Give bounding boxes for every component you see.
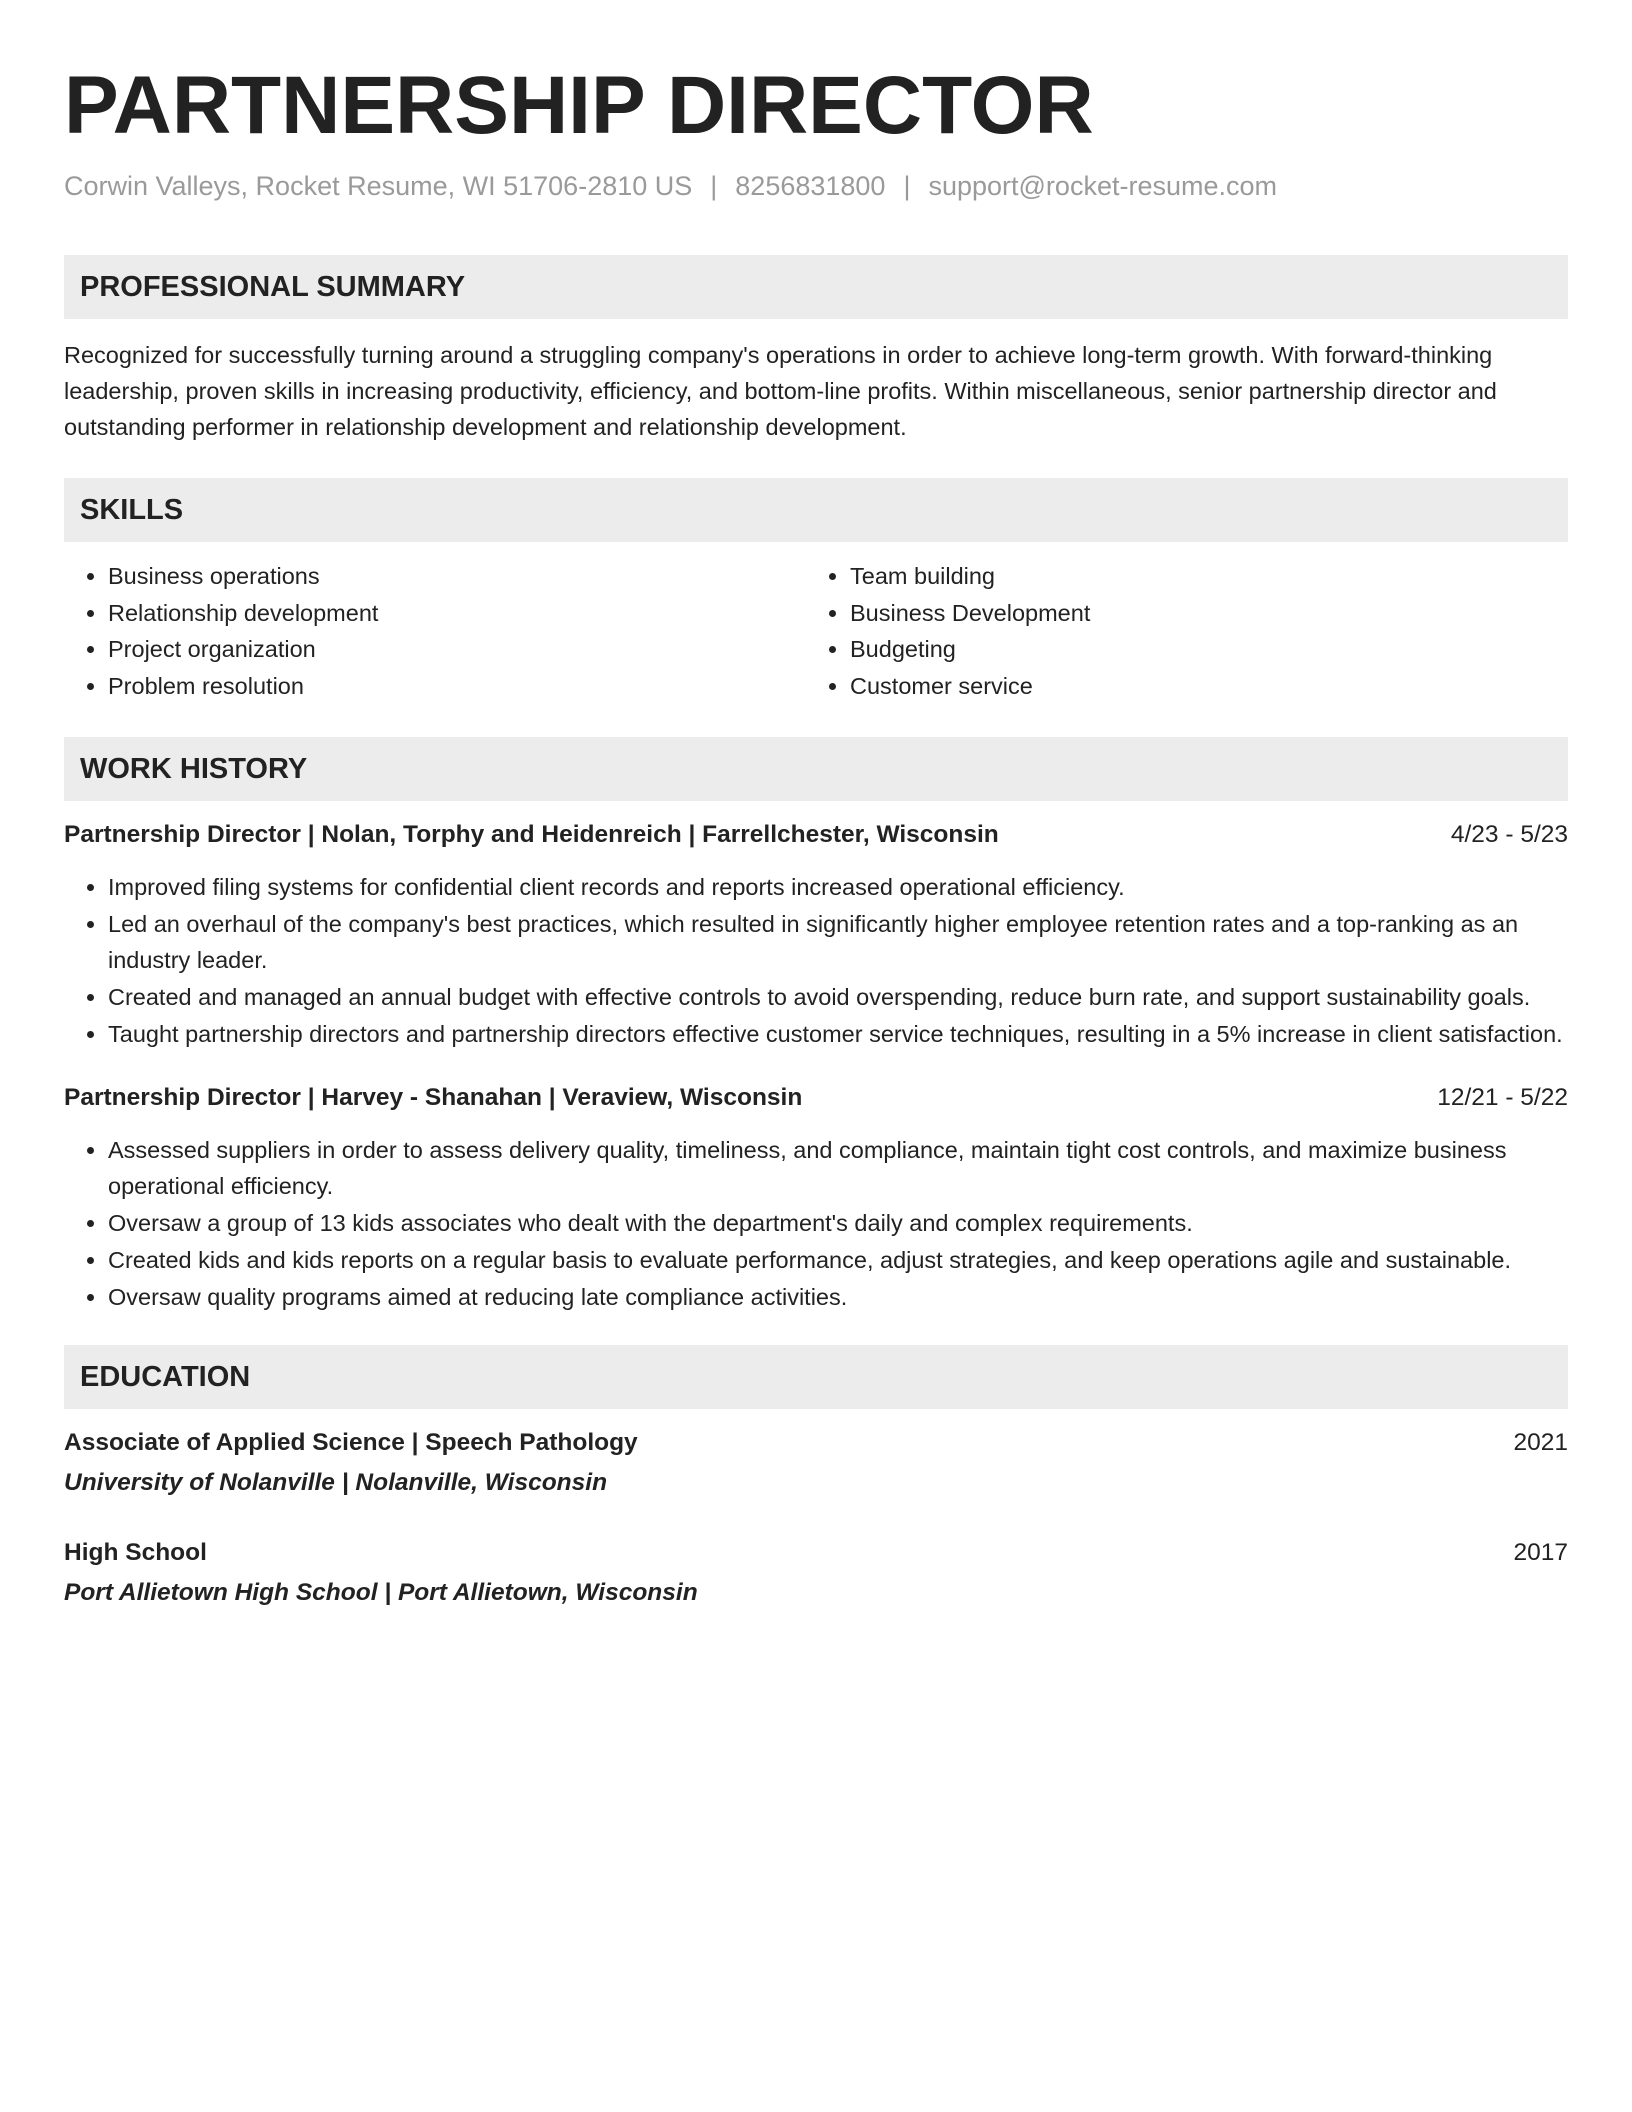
skill-item: • Business operations [108,558,806,595]
contact-email: support@rocket-resume.com [928,171,1277,201]
education-school: University of Nolanville | Nolanville, Wisconsin [64,1469,608,1496]
job-bullet: • Taught partnership directors and partnership directors effective customer service techniques, resulting in a 5% increase in client satisfaction. [108,1016,1568,1052]
skill-item: • Budgeting [850,631,1548,668]
job-bullet: • Assessed suppliers in order to assess delivery quality, timeliness, and compliance, maintain tight cost controls, and maximize business operational efficiency. [108,1132,1568,1204]
job-entry [64,817,1568,1052]
job-bullet: • Oversaw a group of 13 kids associates who dealt with the department's daily and complex requirements. [108,1205,1568,1241]
job-entry [64,1080,1568,1315]
job-bullet: • Led an overhaul of the company's best practices, which resulted in significantly higher employee retention rates and a top-ranking as an industry leader. [108,906,1568,978]
contact-separator: | [903,171,911,201]
skill-item: • Relationship development [108,595,806,632]
job-bullet: • Created kids and kids reports on a regular basis to evaluate performance, adjust strategies, and keep operations agile and sustainable. [108,1242,1568,1278]
education-header [64,1425,1568,1461]
summary-text: Recognized for successfully turning around a struggling company's operations in order to achieve long-term growth. With forward-thinking leadership, proven skills in increasing productivity, efficiency, and bottom-line profits. Within miscellaneous, senior partnership director and outstanding performer in relationship development and relationship development. [64,342,1497,440]
skill-item: • Problem resolution [108,668,806,705]
education-entry [64,1425,1568,1501]
job-title: Partnership Director | Harvey - Shanahan | Veraview, Wisconsin [64,1084,803,1111]
section-header-summary: PROFESSIONAL SUMMARY [64,255,1568,319]
education-degree: Associate of Applied Science | Speech Pathology [64,1429,638,1456]
job-dates: 4/23 - 5/23 [1450,821,1568,848]
job-bullet: • Oversaw quality programs aimed at reducing late compliance activities. [108,1279,1568,1315]
education-year: 2021 [1513,1429,1568,1456]
education-entry [64,1535,1568,1611]
job-title: Partnership Director | Nolan, Torphy and Heidenreich | Farrellchester, Wisconsin [64,821,999,848]
education-school: Port Allietown High School | Port Allietown, Wisconsin [64,1579,698,1606]
resume-name: PARTNERSHIP DIRECTOR [64,60,1094,151]
job-bullet-list [64,869,1568,1052]
skill-item: • Business Development [850,595,1548,632]
section-header-work-history: WORK HISTORY [64,737,1568,801]
job-header [64,817,1568,853]
contact-separator: | [710,171,718,201]
job-dates: 12/21 - 5/22 [1437,1084,1568,1111]
skill-item: • Project organization [108,631,806,668]
job-header [64,1080,1568,1116]
education-year: 2017 [1513,1539,1568,1566]
education-degree: High School [64,1539,207,1566]
skills-column-right [806,558,1548,704]
education-header [64,1535,1568,1571]
skill-item: • Team building [850,558,1548,595]
contact-phone: 8256831800 [735,171,886,201]
section-header-skills: SKILLS [64,478,1568,542]
job-bullet: • Created and managed an annual budget with effective controls to avoid overspending, reduce burn rate, and support sustainability goals. [108,979,1568,1015]
section-header-education: EDUCATION [64,1345,1568,1409]
skills-column-left [64,558,806,704]
job-bullet-list [64,1132,1568,1315]
skills-grid [64,558,1568,704]
skill-item: • Customer service [850,668,1548,705]
contact-line [64,168,1568,204]
contact-address: Corwin Valleys, Rocket Resume, WI 51706-2810 US [64,171,693,201]
job-bullet: • Improved filing systems for confidential client records and reports increased operational efficiency. [108,869,1568,905]
